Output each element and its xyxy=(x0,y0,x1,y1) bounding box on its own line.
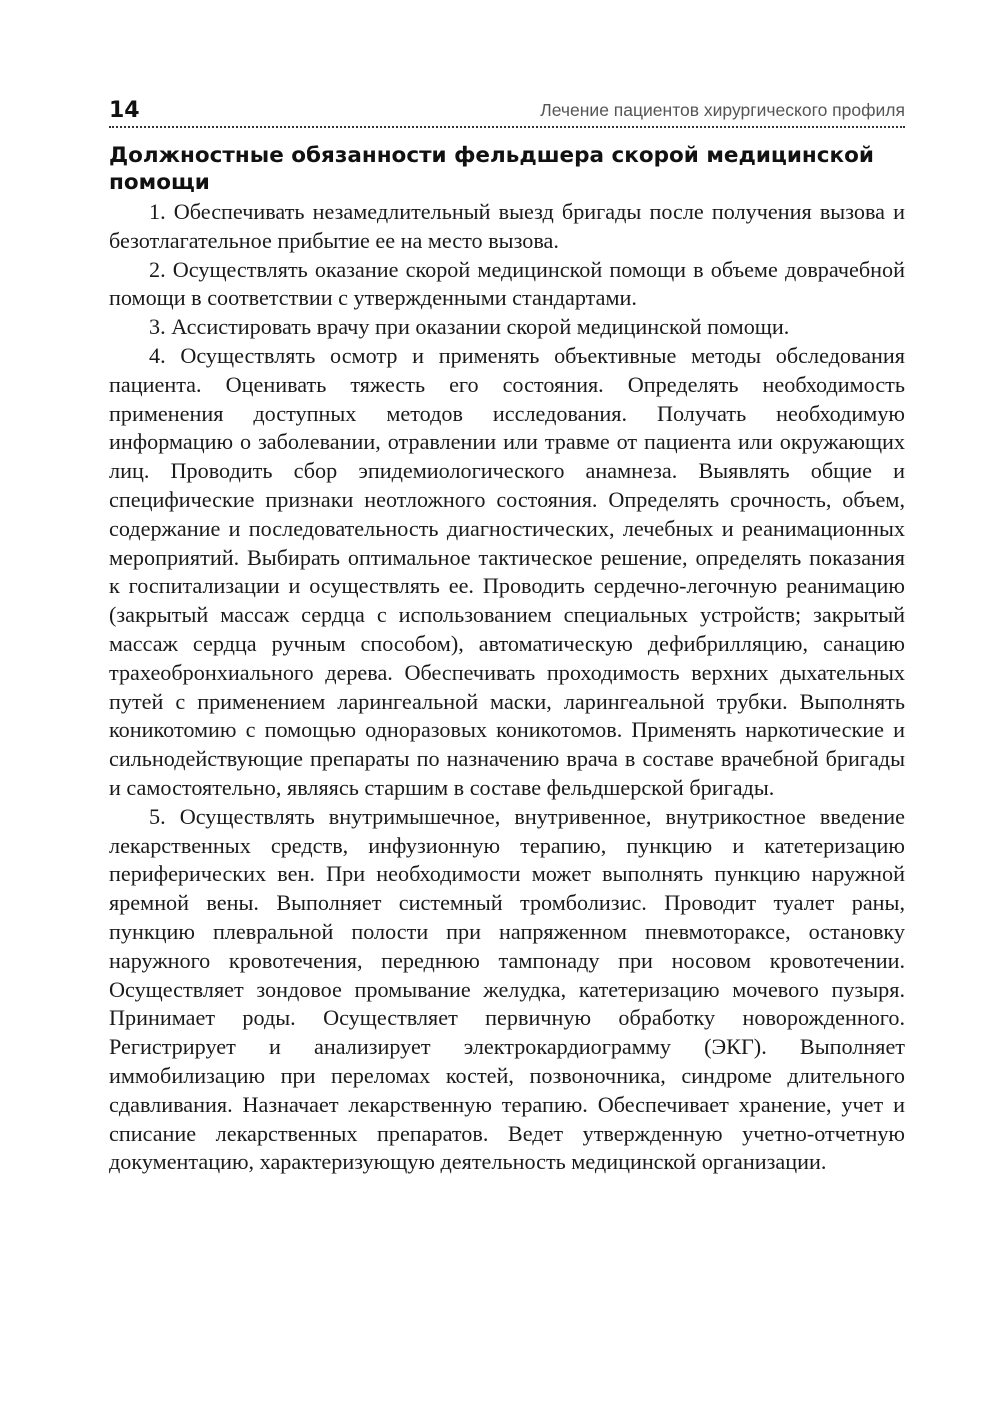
section-heading: Должностные обязанности фельдшера скорой медицинской помощи xyxy=(109,143,874,195)
paragraph-1: 1. Обеспечивать незамедлительный выезд бригады после получения вызова и безотлагательное прибытие ее на место вызова. xyxy=(109,199,905,253)
paragraph-3: 3. Ассистировать врачу при оказании скорой медицинской помощи. xyxy=(149,314,790,340)
running-title: Лечение пациентов хирургического профиля xyxy=(540,100,905,120)
page-number: 14 xyxy=(109,98,140,123)
paragraph-5: 5. Осуществлять внутримышечное, внутривенное, внутрикостное введение лекарственных средств, инфузионную терапию, пункцию и катетеризацию периферических вен. При необходимости может выполнять пункцию наружной яремной вены. Выполняет системный тромболизис. Проводит туалет раны, пункцию плевральной полости при напряженном пневмотораксе, остановку наружного кровотечения, переднюю тампонаду при носовом кровотечении. Осуществляет зондовое промывание желудка, катетеризацию мочевого пузыря. Принимает роды. Осуществляет первичную обработку новорожденного. Регистрирует и анализирует электрокардиограмму (ЭКГ). Выполняет иммобилизацию при переломах костей, позвоночника, синдроме длительного сдавливания. Назначает лекарственную терапию. Обеспечивает хранение, учет и списание лекарственных препаратов. Ведет утвержденную учетно-отчетную документацию, характеризующую деятельность медицинской организации. xyxy=(109,803,905,1175)
running-header xyxy=(109,88,905,128)
section-body xyxy=(109,198,905,1177)
paragraph-4: 4. Осуществлять осмотр и применять объективные методы обследования пациента. Оценивать тяжесть его состояния. Определять необходимость применения доступных методов исследования. Получать необходимую информацию о заболевании, отравлении или травме от пациента или окружающих лиц. Проводить сбор эпидемиологического анамнеза. Выявлять общие и специфические признаки неотложного состояния. Определять срочность, объем, содержание и последовательность диагностических, лечебных и реанимационных мероприятий. Выбирать оптимальное тактическое решение, определять показания к госпитализации и осуществлять ее. Проводить сердечно-легочную реанимацию (закрытый массаж сердца с использованием специальных устройств; закрытый массаж сердца ручным способом), автоматическую дефибрилляцию, санацию трахеобронхиального дерева. Обеспечивать проходимость верхних дыхательных путей с применением ларингеальной маски, ларингеальной трубки. Выполнять коникотомию с помощью одноразовых коникотомов. Применять наркотические и сильнодействующие препараты по назначению врача в составе врачебной бригады и самостоятельно, являясь старшим в составе фельдшерской бригады. xyxy=(109,342,905,800)
document-page xyxy=(109,88,905,1177)
paragraph-2: 2. Осуществлять оказание скорой медицинской помощи в объеме доврачебной помощи в соответствии с утвержденными стандартами. xyxy=(109,256,905,311)
